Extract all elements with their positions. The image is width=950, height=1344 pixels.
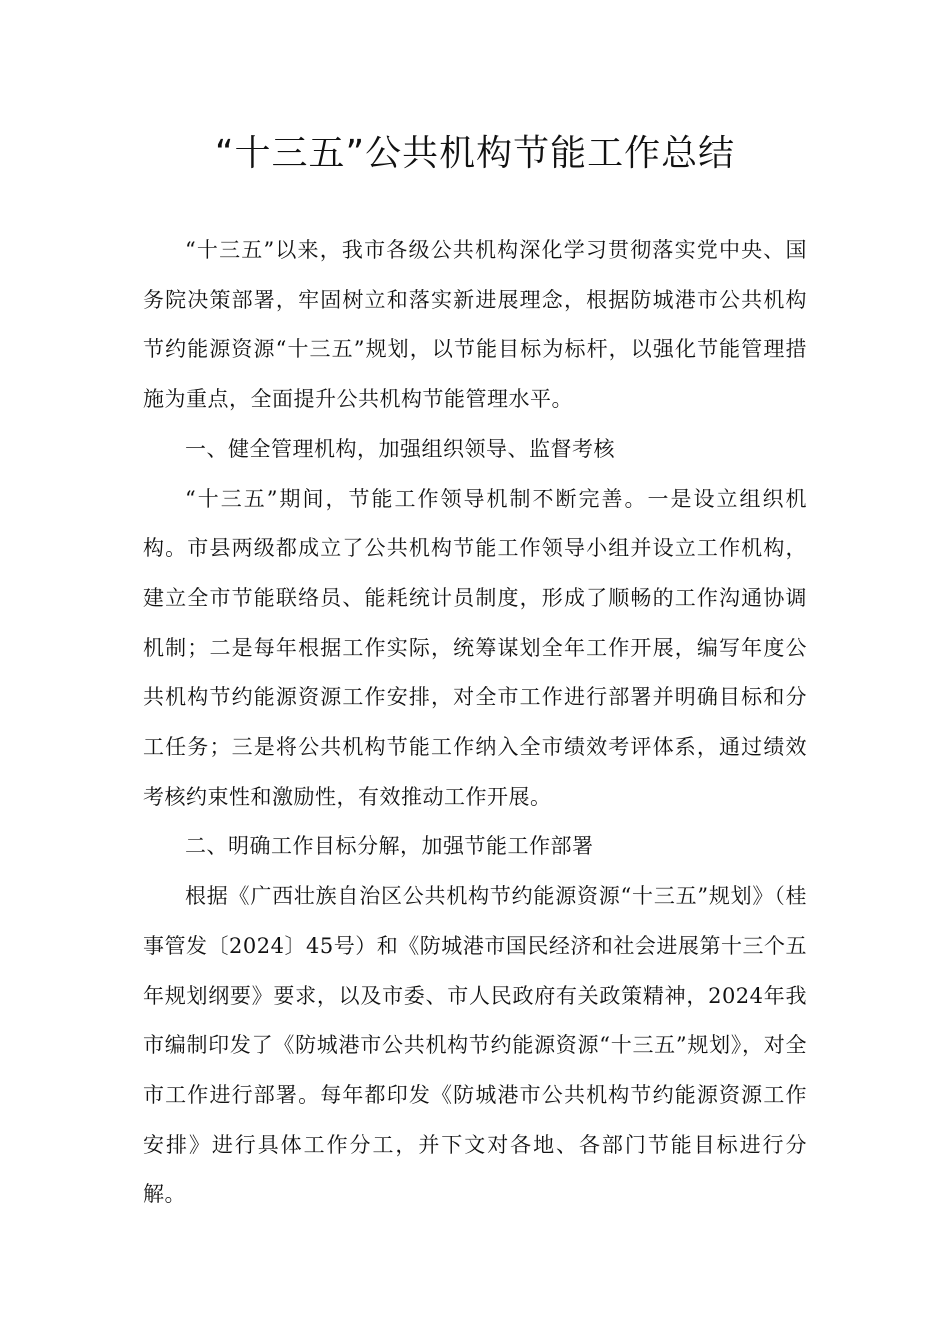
section-heading-2: 二、明确工作目标分解，加强节能工作部署	[185, 834, 594, 859]
paragraph-section-1: “十三五”期间，节能工作领导机制不断完善。一是设立组织机构。市县两级都成立了公共机构节能工作领导小组并设立工作机构，建立全市节能联络员、能耗统计员制度，形成了顺畅的工作沟通协调机制；二是每年根据工作实际，统筹谋划全年工作开展，编写年度公共机构节约能源资源工作安排，对全市工作进行部署并明确目标和分工任务；三是将公共机构节能工作纳入全市绩效考评体系，通过绩效考核约束性和激励性，有效推动工作开展。	[143, 486, 807, 809]
document-body	[143, 226, 807, 1220]
paragraph-intro: “十三五”以来，我市各级公共机构深化学习贯彻落实党中央、国务院决策部署，牢固树立和落实新进展理念，根据防城港市公共机构节约能源资源“十三五”规划，以节能目标为标杆，以强化节能管理措施为重点，全面提升公共机构节能管理水平。	[143, 238, 807, 412]
section-heading-1: 一、健全管理机构，加强组织领导、监督考核	[185, 436, 615, 461]
paragraph-section-2: 根据《广西壮族自治区公共机构节约能源资源“十三五”规划》（桂事管发〔2024〕45号）和《防城港市国民经济和社会进展第十三个五年规划纲要》要求，以及市委、市人民政府有关政策精神，2024年我市编制印发了《防城港市公共机构节约能源资源“十三五”规划》，对全市工作进行部署。每年都印发《防城港市公共机构节约能源资源工作安排》进行具体工作分工，并下文对各地、各部门节能目标进行分解。	[143, 884, 807, 1207]
document-title: “十三五”公共机构节能工作总结	[214, 133, 736, 174]
